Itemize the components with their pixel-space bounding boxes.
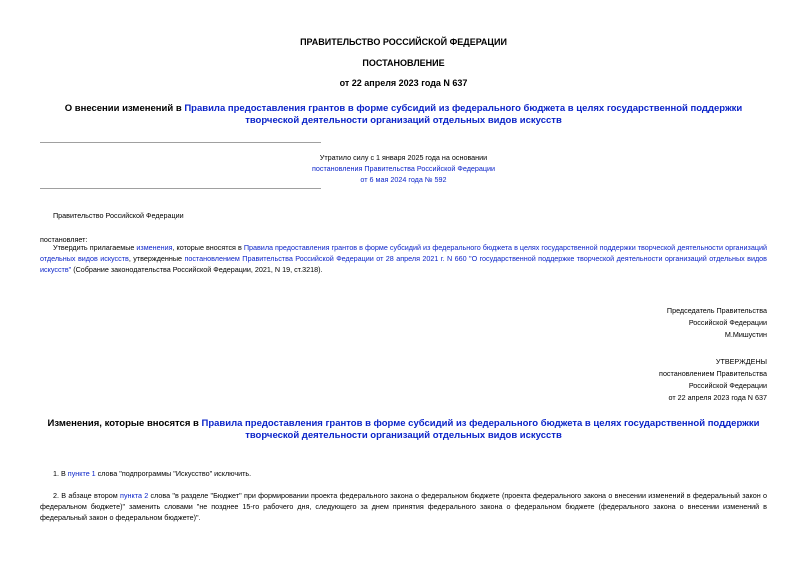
issuer-text: Правительство Российской Федерации: [53, 211, 184, 220]
change-item-2: [40, 490, 767, 523]
document-date-number: от 22 апреля 2023 года N 637: [339, 78, 468, 88]
status-link-date[interactable]: от 6 мая 2024 года № 592: [360, 175, 447, 184]
item1-link[interactable]: пункте 1: [67, 469, 96, 478]
status-block: [0, 152, 807, 185]
signature-line-2: Российской Федерации: [688, 318, 767, 327]
status-line-1: Утратило силу с 1 января 2025 года на основании: [319, 153, 488, 162]
document-title-prefix: О внесении изменений в: [64, 103, 185, 114]
divider-bottom: [40, 188, 321, 189]
p1-part-b: , которые вносятся в: [172, 243, 244, 252]
changes-link[interactable]: изменения: [136, 243, 173, 252]
changes-title: [30, 418, 777, 442]
document-type: ПОСТАНОВЛЕНИЕ: [362, 58, 445, 68]
item1-part-a: 1. В: [53, 469, 68, 478]
signature-name: М.Мишустин: [724, 330, 767, 339]
item2-part-b: слова "в разделе "Бюджет" при формировании проекта федерального закона о федеральном бюджете (проекта федерального закона о внесении изменений в федеральный закон о федеральном бюджете)" заменить словами "не позднее 15-го рабочего дня, следующего за днем принятия федерального закона о федеральном бюджете (федерального закона о внесении изменений в федеральный закон о федеральном бюджете)".: [40, 491, 767, 522]
government-heading: ПРАВИТЕЛЬСТВО РОССИЙСКОЙ ФЕДЕРАЦИИ: [300, 37, 507, 47]
signature-block: [667, 305, 767, 341]
approved-block: [659, 356, 767, 404]
changes-title-prefix: Изменения, которые вносятся в: [47, 418, 202, 429]
decree-paragraph: [40, 242, 767, 275]
approved-line-2: постановлением Правительства: [659, 369, 767, 378]
divider-top: [40, 142, 321, 143]
resolution-link[interactable]: постановлением Правительства Российской Федерации от 28 апреля 2021 г. N 660 "О государственной поддержке творческой деятельности организаций отдельных видов искусств": [40, 254, 767, 274]
p1-part-c: , утвержденные: [128, 254, 185, 263]
item2-link[interactable]: пункта 2: [120, 491, 149, 500]
approved-line-4: от 22 апреля 2023 года N 637: [668, 393, 767, 402]
decrees-text: постановляет:: [40, 235, 88, 244]
signature-line-1: Председатель Правительства: [666, 306, 767, 315]
status-link-decree[interactable]: постановления Правительства Российской Федерации: [311, 164, 496, 173]
p1-part-d: (Собрание законодательства Российской Федерации, 2021, N 19, ст.3218).: [71, 265, 323, 274]
item1-part-b: слова "подпрограммы "Искусство" исключить.: [95, 469, 252, 478]
rules-link-body[interactable]: Правила предоставления грантов в форме субсидий из федерального бюджета в целях государственной поддержки творческой деятельности организаций отдельных видов искусств: [40, 243, 767, 263]
approved-line-1: УТВЕРЖДЕНЫ: [715, 357, 767, 366]
change-item-1: [40, 468, 767, 479]
p1-part-a: Утвердить прилагаемые: [53, 243, 137, 252]
item2-part-a: 2. В абзаце втором: [53, 491, 121, 500]
rules-link[interactable]: Правила предоставления грантов в форме субсидий из федерального бюджета в целях государственной поддержки творческой деятельности организаций отдельных видов искусств: [184, 103, 743, 126]
rules-link-changes[interactable]: Правила предоставления грантов в форме субсидий из федерального бюджета в целях государственной поддержки творческой деятельности организаций отдельных видов искусств: [201, 418, 760, 441]
document-title: [50, 103, 757, 127]
approved-line-3: Российской Федерации: [688, 381, 767, 390]
